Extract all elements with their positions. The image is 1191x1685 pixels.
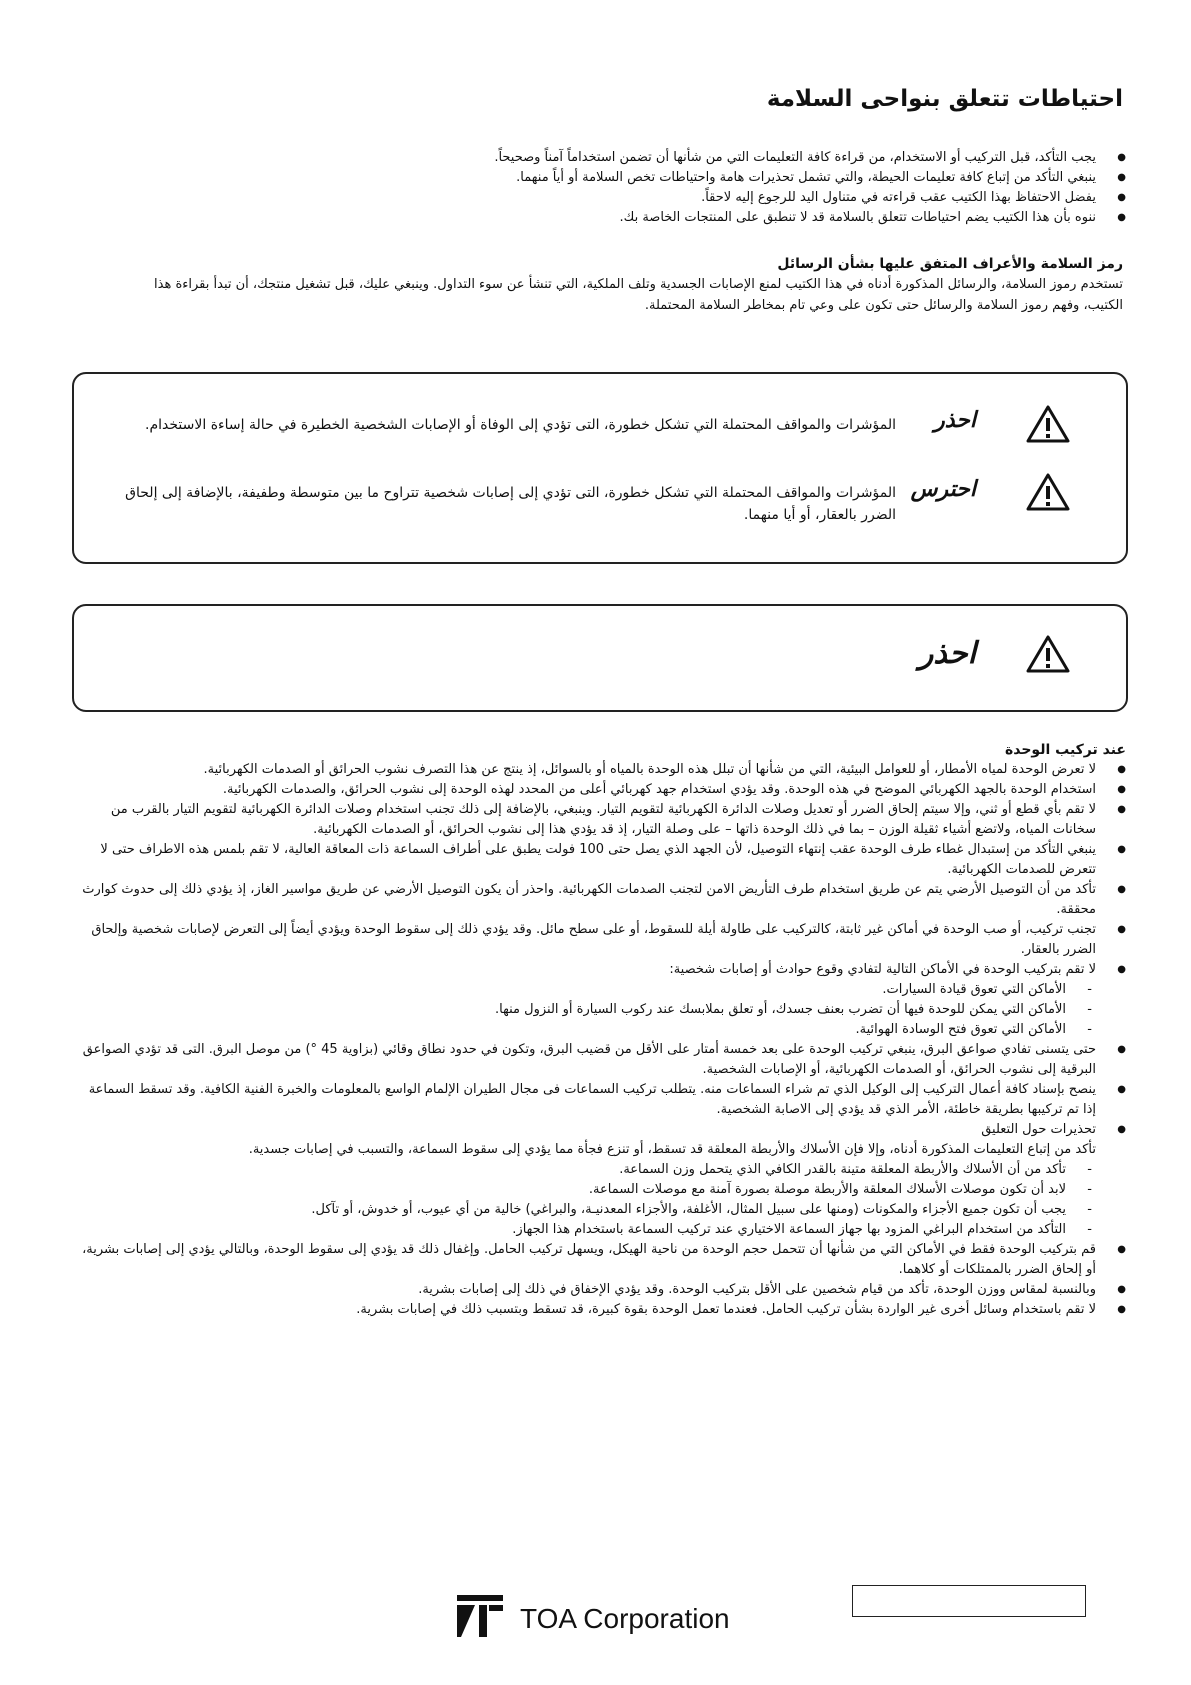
list-item: ● قم بتركيب الوحدة فقط في الأماكن التي من شأنها أن تتحمل حجم الوحدة من ناحية الهيكل، ويسهل تركيب الحامل. وإغفال ذلك قد يؤدي إلى سقوط الوحدة، وبالتالي يؤدي إلى إصابات بشرية، أو إلحاق الضرر بالممتلكات أو كلاهما. [78,1240,1126,1280]
list-item: ● استخدام الوحدة بالجهد الكهربائي الموضح في هذه الوحدة. وقد يؤدي استخدام جهد كهربائي أعلى من المحدد لهذه الوحدة إلى نشوب الحرائق، والصدمات الكهربائية. [78,780,1126,800]
list-item: ● لا تعرض الوحدة لمياه الأمطار، أو للعوامل البيئية، التي من شأنها أن تبلل هذه الوحدة بالمياه أو بالسوائل، إذ ينتج عن هذا التصرف نشوب الحرائق أو الصدمات الكهربائية. [78,760,1126,780]
section-heading: عند تركيب الوحدة [1004,742,1126,758]
safety-symbols-section [130,256,1123,316]
section-heading: رمز السلامة والأعراف المتفق عليها بشأن الرسائل [777,256,1123,272]
list-item: ● حتى يتسنى تفادي صواعق البرق، ينبغي تركيب الوحدة على بعد خمسة أمتار على الأقل من قضيب البرق، وتكون في حدود نطاق وقائي (بزاوية 45 °) من موصل البرق. التى قد تؤدي الصواعق البرقية إلى نشوب الحرائق، أو الصدمات الكهربائية، أو الإصابات الشخصية. [78,1040,1126,1080]
list-item: ● لا تقم بأي قطع أو ثني، وإلا سيتم إلحاق الضرر أو تعديل وصلات الدائرة الكهربائية لتقويم التيار. وينبغي، بالإضافة إلى ذلك تجنب استخدام وصلات الدائرة الكهربائية لتقويم التيار بالقرب من سخانات المياه، ولاتضع أشياء ثقيلة الوزن – بما في ذلك الوحدة ذاتها – على وصلة التيار، إذ قد يؤدي هذا إلى نشوب الحرائق، أو الصدمات الكهربائية. [78,800,1126,840]
list-item: ● ينصح بإسناد كافة أعمال التركيب إلى الوكيل الذي تم شراء السماعات منه. يتطلب تركيب السماعات فى مجال الطيران الإلمام الواسع بالمعلومات والخبرة الفنية الكافية. وقد تسقط السماعة إذا تم تركيبها بطريقة خاطئة، الأمر الذي قد يؤدي إلى الاصابة الشخصية. [78,1080,1126,1120]
list-item: ● يفضل الاحتفاظ بهذا الكتيب عقب قراءته في متناول اليد للرجوع إليه لاحقاً. [126,188,1126,208]
list-item: تأكد من إتباع التعليمات المذكورة أدناه، وإلا فإن الأسلاك والأربطة المعلقة قد تسقط، أو تنزع فجأة مما يؤدي إلى سقوط السماعة، والتسبب في إصابات جسدية. [248,1142,1096,1157]
intro-list [126,148,1126,228]
company-name: TOA Corporation [520,1603,730,1634]
section-paragraph: تستخدم رموز السلامة، والرسائل المذكورة أدناه في هذا الكتيب لمنع الإصابات الجسدية وتلف الملكية، التي تنشأ عن سوء التداول. وينبغي عليك، قبل تشغيل منتجك، أن تبدأ بقراءة هذا الكتيب، وفهم رموز السلامة والرسائل حتى تكون على وعي تام بمخاطر السلامة المحتملة. [154,277,1123,313]
installation-section [78,742,1126,1320]
list-item: ● لا تقم بتركيب الوحدة في الأماكن التالية لتفادي وقوع حوادث أو إصابات شخصية: [78,960,1126,980]
installation-list [78,760,1126,1320]
warning-triangle-icon [1026,404,1070,444]
list-item: ● ينبغي التأكد من إتباع كافة تعليمات الحيطة، والتي تشمل تحذيرات هامة واحتياطات تخص السلامة أو أياً منهما. [126,168,1126,188]
list-item: ● لا تقم باستخدام وسائل أخرى غير الواردة بشأن تركيب الحامل. فعندما تعمل الوحدة بقوة كبيرة، قد تسقط وبتسبب ذلك في إصابات بشرية. [78,1300,1126,1320]
list-item: - الأماكن التي يمكن للوحدة فيها أن تضرب بعنف جسدك، أو تعلق بملابسك عند ركوب السيارة أو النزول منها. [78,1000,1126,1020]
list-item: - لابد أن تكون موصلات الأسلاك المعلقة والأربطة موصلة بصورة آمنة مع موصلات السماعة. [78,1180,1126,1200]
warning-banner [72,604,1128,712]
list-item: - الأماكن التي تعوق قيادة السيارات. [78,980,1126,1000]
list-item: ● تأكد من أن التوصيل الأرضي يتم عن طريق استخدام طرف التأريض الامن لتجنب الصدمات الكهربائية. واحذر أن يكون التوصيل الأرضي عن طريق مواسير الغاز، إذ يؤدي ذلك إلى حدوث كوارث محققة. [78,880,1126,920]
warning-triangle-icon [1026,634,1070,674]
list-item: ● ينبغي التأكد من إستبدال غطاء طرف الوحدة عقب إنتهاء التوصيل، لأن الجهد الذي يصل حتى 100 فولت يطبق على أطراف السماعة ذات المعاقة العالية، لا تقم بلمس هذه الاطراف حتى لا تتعرض للصدمات الكهربائية. [78,840,1126,880]
warning-text: المؤشرات والمواقف المحتملة التي تشكل خطورة، التى تؤدي إلى الوفاة أو الإصابات الشخصية الخطيرة في حالة إساءة الاستخدام. [145,417,896,433]
document-code-box [852,1585,1086,1617]
list-item: ● يجب التأكد، قبل التركيب أو الاستخدام، من قراءة كافة التعليمات التي من شأنها أن تضمن استخداماً آمناً وصحيحاً. [126,148,1126,168]
list-item: - التأكد من استخدام البراغي المزود بها جهاز السماعة الاختياري عند تركيب السماعة باستخدام هذا الجهاز. [78,1220,1126,1240]
warning-banner-label: احذر [918,636,976,671]
list-item: - تأكد من أن الأسلاك والأربطة المعلقة متينة بالقدر الكافي الذي يتحمل وزن السماعة. [78,1160,1126,1180]
caution-triangle-icon [1026,472,1070,512]
caution-label: احترس [910,477,976,502]
list-item: ● تحذيرات حول التعليق [78,1120,1126,1140]
caution-text: المؤشرات والمواقف المحتملة التي تشكل خطورة، التى تؤدي إلى إصابات شخصية تتراوح ما بين متوسطة وطفيفة، بالإضافة إلى إلحاق الضرر بالعقار، أو أيا منهما. [125,485,896,523]
signal-words-box [72,372,1128,564]
list-item: ● وبالنسبة لمقاس ووزن الوحدة، تأكد من قيام شخصين على الأقل بتركيب الوحدة. وقد يؤدي الإخفاق في ذلك إلى إصابات بشرية. [78,1280,1126,1300]
list-item: - الأماكن التي تعوق فتح الوسادة الهوائية. [78,1020,1126,1040]
toa-logo-icon [457,1595,503,1637]
list-item: ● تجنب تركيب، أو صب الوحدة في أماكن غير ثابتة، كالتركيب على طاولة أيلة للسقوط، أو على سطح مائل. وقد يؤدي ذلك إلى سقوط الوحدة ويؤدي أيضاً إلى التعرض لإصابات شخصية وإلحاق الضرر بالعقار. [78,920,1126,960]
list-item: - يجب أن تكون جميع الأجزاء والمكونات (ومنها على سبيل المثال، الأغلفة، والأجزاء المعدنيـة، والبراغي) خالية من أي عيوب، أو خدوش، أو تآكل. [78,1200,1126,1220]
warning-label: احذر [934,408,976,433]
page-title: احتياطات تتعلق بنواحى السلامة [766,86,1123,112]
list-item: ● ننوه بأن هذا الكتيب يضم احتياطات تتعلق بالسلامة قد لا تنطبق على المنتجات الخاصة بك. [126,208,1126,228]
